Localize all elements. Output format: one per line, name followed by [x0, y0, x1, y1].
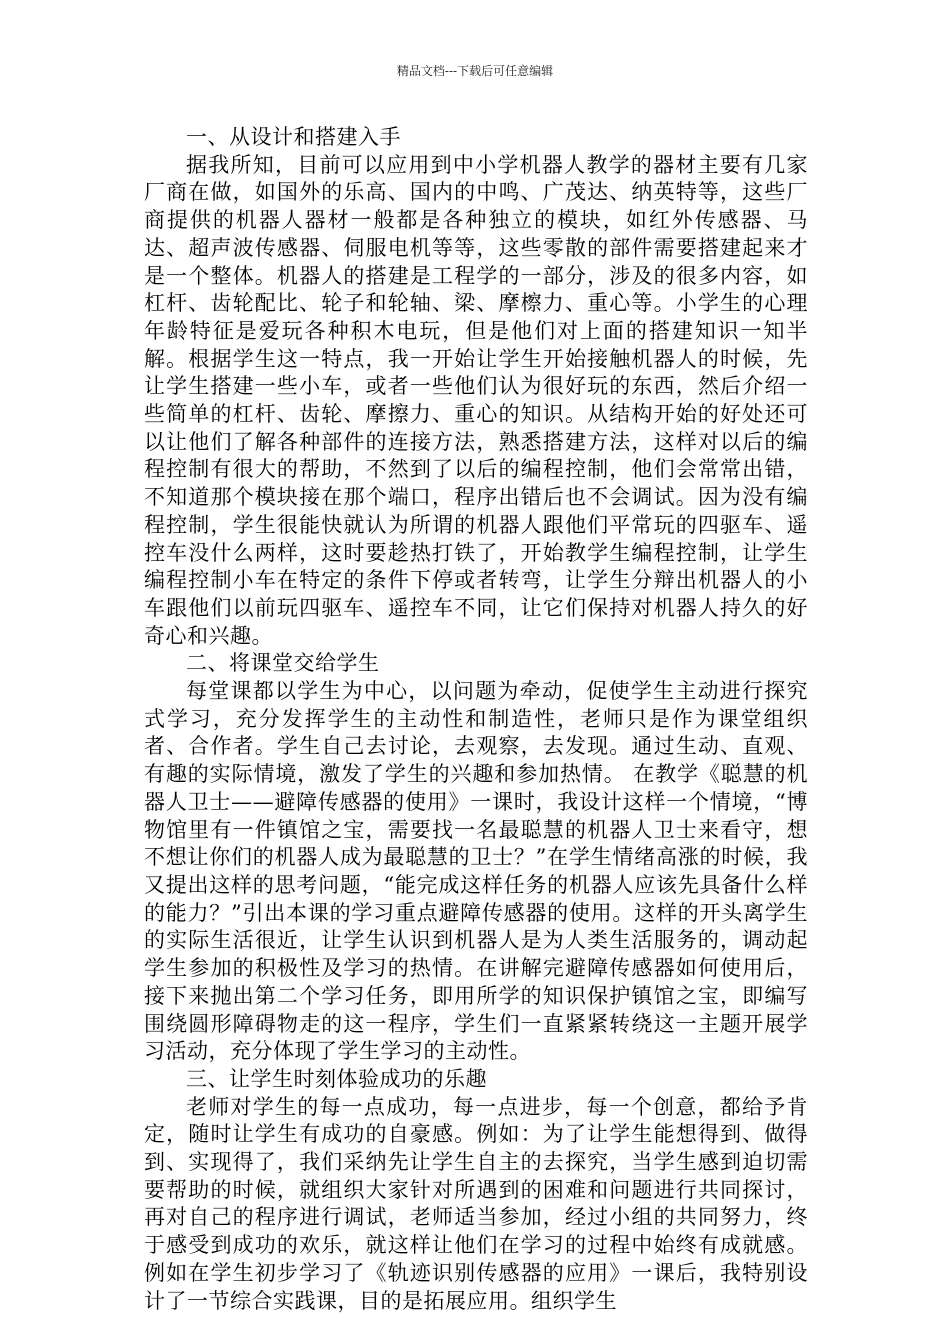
section-paragraph-3: 老师对学生的每一点成功，每一点进步，每一个创意，都给予肯定，随时让学生有成功的自豪感。例如：为了让学生能想得到、做得到、实现得了，我们采纳先让学生自主的去探究，当学生感到迫切需要帮助的时候，就组织大家针对所遇到的困难和问题进行共同探讨，再对自己的程序进行调试，老师适当参加，经过小组的共同努力，终于感受到成功的欢乐，就这样让他们在学习的过程中始终有成就感。例如在学生初步学习了《轨迹识别传感器的应用》一课后，我特别设计了一节综合实践课，目的是拓展应用。组织学生: [144, 1094, 808, 1313]
section-paragraph-2: 每堂课都以学生为中心，以问题为牵动，促使学生主动进行探究式学习，充分发挥学生的主动性和制造性，老师只是作为课堂组织者、合作者。学生自己去讨论，去观察，去发现。通过生动、直观、有趣的实际情境，激发了学生的兴趣和参加热情。 在教学《聪慧的机器人卫士——避障传感器的使用》一课时，我设计这样一个情境，“博物馆里有一件镇馆之宝，需要找一名最聪慧的机器人卫士来看守，想不想让你们的机器人成为最聪慧的卫士？”在学生情绪高涨的时候，我又提出这样的思考问题，“能完成这样任务的机器人应该先具备什么样的能力？”引出本课的学习重点避障传感器的使用。这样的开头离学生的实际生活很近，让学生认识到机器人是为人类生活服务的，调动起学生参加的积极性及学习的热情。在讲解完避障传感器如何使用后，接下来抛出第二个学习任务，即用所学的知识保护镇馆之宝，即编写围绕圆形障碍物走的这一程序，学生们一直紧紧转绕这一主题开展学习活动，充分体现了学生学习的主动性。: [144, 679, 808, 1064]
section-heading-3: 三、让学生时刻体验成功的乐趣: [186, 1066, 487, 1091]
section-heading-2: 二、将课堂交给学生: [186, 651, 380, 676]
document-body: [144, 124, 808, 1315]
page-header: 精品文档---下载后可任意编辑: [396, 64, 554, 78]
section-paragraph-1: 据我所知，目前可以应用到中小学机器人教学的器材主要有几家厂商在做，如国外的乐高、国内的中鸣、广茂达、纳英特等，这些厂商提供的机器人器材一般都是各种独立的模块，如红外传感器、马达、超声波传感器、伺服电机等等，这些零散的部件需要搭建起来才是一个整体。机器人的搭建是工程学的一部分，涉及的很多内容，如杠杆、齿轮配比、轮子和轮轴、梁、摩檫力、重心等。小学生的心理年龄特征是爱玩各种积木电玩，但是他们对上面的搭建知识一知半解。根据学生这一特点，我一开始让学生开始接触机器人的时候，先让学生搭建一些小车，或者一些他们认为很好玩的东西，然后介绍一些简单的杠杆、齿轮、摩擦力、重心的知识。从结构开始的好处还可以让他们了解各种部件的连接方法，熟悉搭建方法，这样对以后的编程控制有很大的帮助，不然到了以后的编程控制，他们会常常出错，不知道那个模块接在那个端口，程序出错后也不会调试。因为没有编程控制，学生很能快就认为所谓的机器人跟他们平常玩的四驱车、遥控车没什么两样，这时要趁热打铁了，开始教学生编程控制，让学生编程控制小车在特定的条件下停或者转弯，让学生分辩出机器人的小车跟他们以前玩四驱车、遥控车不同，让它们保持对机器人持久的好奇心和兴趣。: [144, 152, 808, 648]
section-heading-1: 一、从设计和搭建入手: [186, 125, 401, 149]
